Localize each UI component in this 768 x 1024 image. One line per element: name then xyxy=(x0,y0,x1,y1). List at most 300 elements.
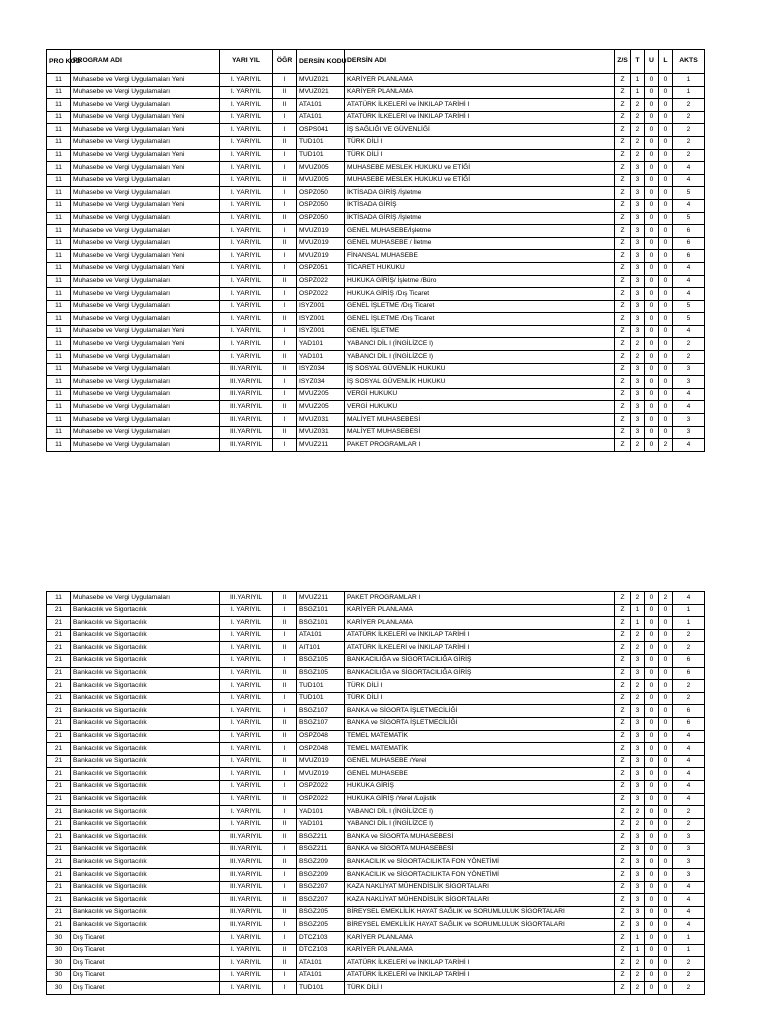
cell-yari-yil: III.YARIYIL xyxy=(220,363,273,376)
cell-akts: 2 xyxy=(673,629,705,642)
cell-akts: 2 xyxy=(673,969,705,982)
cell-ogr: I xyxy=(273,629,297,642)
cell-akts: 3 xyxy=(673,869,705,882)
cell-dersin-kodu: BSGZ205 xyxy=(297,919,345,932)
cell-pro-kod: 11 xyxy=(47,149,71,162)
cell-dersin-kodu: BSGZ105 xyxy=(297,667,345,680)
cell-yari-yil: I. YARIYIL xyxy=(220,692,273,705)
cell-pro-kod: 11 xyxy=(47,162,71,175)
cell-t: 1 xyxy=(631,617,645,630)
cell-ogr: II xyxy=(273,680,297,693)
cell-ogr: II xyxy=(273,99,297,112)
cell-akts: 2 xyxy=(673,818,705,831)
cell-pro-kod: 21 xyxy=(47,692,71,705)
cell-akts: 4 xyxy=(673,592,705,605)
cell-t: 3 xyxy=(631,288,645,301)
cell-u: 0 xyxy=(645,919,659,932)
cell-zs: Z xyxy=(615,667,631,680)
cell-t: 2 xyxy=(631,124,645,137)
cell-dersin-kodu: ATA101 xyxy=(297,957,345,970)
cell-yari-yil: I. YARIYIL xyxy=(220,111,273,124)
cell-dersin-kodu: MVUZ019 xyxy=(297,225,345,238)
cell-yari-yil: I. YARIYIL xyxy=(220,705,273,718)
cell-zs: Z xyxy=(615,680,631,693)
table-row xyxy=(47,654,705,667)
cell-dersin-adi: TÜRK DİLİ I xyxy=(345,149,615,162)
cell-t: 3 xyxy=(631,755,645,768)
cell-akts: 2 xyxy=(673,99,705,112)
cell-dersin-adi: BANKA ve SİGORTA MUHASEBESİ xyxy=(345,831,615,844)
cell-akts: 3 xyxy=(673,843,705,856)
cell-program-adi: Muhasebe ve Vergi Uygulamaları Yeni xyxy=(71,149,220,162)
cell-akts: 3 xyxy=(673,831,705,844)
cell-l: 0 xyxy=(659,136,673,149)
cell-yari-yil: I. YARIYIL xyxy=(220,654,273,667)
cell-ogr: I xyxy=(273,969,297,982)
cell-ogr: I xyxy=(273,439,297,452)
cell-t: 3 xyxy=(631,869,645,882)
cell-l: 0 xyxy=(659,881,673,894)
cell-l: 0 xyxy=(659,363,673,376)
cell-pro-kod: 11 xyxy=(47,351,71,364)
cell-t: 2 xyxy=(631,982,645,995)
cell-dersin-kodu: MVUZ211 xyxy=(297,439,345,452)
cell-program-adi: Bankacılık ve Sigortacılık xyxy=(71,843,220,856)
cell-yari-yil: I. YARIYIL xyxy=(220,944,273,957)
cell-u: 0 xyxy=(645,692,659,705)
cell-dersin-kodu: BSGZ107 xyxy=(297,705,345,718)
cell-akts: 1 xyxy=(673,617,705,630)
cell-zs: Z xyxy=(615,149,631,162)
cell-yari-yil: III.YARIYIL xyxy=(220,426,273,439)
cell-dersin-kodu: OSPZ051 xyxy=(297,262,345,275)
cell-program-adi: Bankacılık ve Sigortacılık xyxy=(71,906,220,919)
cell-u: 0 xyxy=(645,881,659,894)
cell-yari-yil: I. YARIYIL xyxy=(220,237,273,250)
cell-zs: Z xyxy=(615,401,631,414)
cell-pro-kod: 21 xyxy=(47,680,71,693)
cell-zs: Z xyxy=(615,793,631,806)
cell-zs: Z xyxy=(615,780,631,793)
table-row xyxy=(47,856,705,869)
table-row xyxy=(47,730,705,743)
cell-dersin-kodu: TUD101 xyxy=(297,982,345,995)
cell-dersin-adi: MALİYET MUHASEBESİ xyxy=(345,414,615,427)
cell-program-adi: Bankacılık ve Sigortacılık xyxy=(71,604,220,617)
cell-akts: 2 xyxy=(673,351,705,364)
cell-l: 0 xyxy=(659,237,673,250)
cell-program-adi: Bankacılık ve Sigortacılık xyxy=(71,780,220,793)
header-akts: AKTS xyxy=(673,50,705,74)
cell-zs: Z xyxy=(615,818,631,831)
cell-akts: 4 xyxy=(673,906,705,919)
cell-zs: Z xyxy=(615,187,631,200)
cell-dersin-adi: MUHASEBE MESLEK HUKUKU ve ETİĞİ xyxy=(345,174,615,187)
cell-dersin-kodu: ISYZ034 xyxy=(297,363,345,376)
cell-dersin-adi: TÜRK DİLİ I xyxy=(345,982,615,995)
table-row xyxy=(47,288,705,301)
cell-l: 0 xyxy=(659,743,673,756)
cell-yari-yil: I. YARIYIL xyxy=(220,730,273,743)
cell-ogr: I xyxy=(273,692,297,705)
cell-program-adi: Muhasebe ve Vergi Uygulamaları xyxy=(71,300,220,313)
cell-dersin-kodu: TUD101 xyxy=(297,149,345,162)
cell-yari-yil: I. YARIYIL xyxy=(220,275,273,288)
table-row xyxy=(47,982,705,995)
table-row xyxy=(47,705,705,718)
cell-zs: Z xyxy=(615,262,631,275)
cell-akts: 6 xyxy=(673,225,705,238)
cell-dersin-kodu: OSPZ022 xyxy=(297,793,345,806)
cell-program-adi: Bankacılık ve Sigortacılık xyxy=(71,705,220,718)
cell-ogr: II xyxy=(273,426,297,439)
cell-u: 0 xyxy=(645,426,659,439)
cell-zs: Z xyxy=(615,604,631,617)
table-row xyxy=(47,768,705,781)
cell-akts: 5 xyxy=(673,300,705,313)
cell-t: 3 xyxy=(631,743,645,756)
cell-u: 0 xyxy=(645,793,659,806)
table-row xyxy=(47,401,705,414)
cell-t: 3 xyxy=(631,426,645,439)
cell-l: 0 xyxy=(659,313,673,326)
cell-t: 3 xyxy=(631,174,645,187)
cell-t: 3 xyxy=(631,856,645,869)
cell-u: 0 xyxy=(645,149,659,162)
cell-zs: Z xyxy=(615,388,631,401)
cell-yari-yil: I. YARIYIL xyxy=(220,338,273,351)
cell-dersin-kodu: YAD101 xyxy=(297,806,345,819)
cell-dersin-adi: ATATÜRK İLKELERİ ve İNKILAP TARİHİ I xyxy=(345,957,615,970)
cell-yari-yil: I. YARIYIL xyxy=(220,617,273,630)
table-row xyxy=(47,162,705,175)
cell-ogr: I xyxy=(273,325,297,338)
cell-program-adi: Muhasebe ve Vergi Uygulamaları xyxy=(71,99,220,112)
cell-t: 3 xyxy=(631,313,645,326)
cell-ogr: I xyxy=(273,932,297,945)
cell-dersin-kodu: DTCZ103 xyxy=(297,944,345,957)
cell-ogr: I xyxy=(273,74,297,87)
cell-zs: Z xyxy=(615,174,631,187)
cell-ogr: II xyxy=(273,818,297,831)
cell-l: 0 xyxy=(659,414,673,427)
cell-l: 0 xyxy=(659,325,673,338)
cell-akts: 4 xyxy=(673,262,705,275)
table-row xyxy=(47,300,705,313)
cell-yari-yil: III.YARIYIL xyxy=(220,906,273,919)
cell-dersin-adi: KARİYER PLANLAMA xyxy=(345,932,615,945)
table-row xyxy=(47,743,705,756)
cell-t: 3 xyxy=(631,250,645,263)
cell-program-adi: Muhasebe ve Vergi Uygulamaları Yeni xyxy=(71,338,220,351)
cell-u: 0 xyxy=(645,629,659,642)
cell-pro-kod: 21 xyxy=(47,894,71,907)
cell-zs: Z xyxy=(615,136,631,149)
cell-ogr: I xyxy=(273,919,297,932)
cell-pro-kod: 11 xyxy=(47,99,71,112)
cell-akts: 2 xyxy=(673,680,705,693)
cell-akts: 4 xyxy=(673,288,705,301)
cell-l: 0 xyxy=(659,338,673,351)
cell-program-adi: Muhasebe ve Vergi Uygulamaları Yeni xyxy=(71,111,220,124)
cell-dersin-kodu: ISYZ034 xyxy=(297,376,345,389)
cell-pro-kod: 30 xyxy=(47,957,71,970)
cell-pro-kod: 11 xyxy=(47,363,71,376)
cell-dersin-kodu: ATA101 xyxy=(297,99,345,112)
cell-pro-kod: 21 xyxy=(47,642,71,655)
table-row xyxy=(47,426,705,439)
cell-yari-yil: I. YARIYIL xyxy=(220,982,273,995)
cell-u: 0 xyxy=(645,969,659,982)
cell-u: 0 xyxy=(645,617,659,630)
cell-dersin-adi: VERGİ HUKUKU xyxy=(345,401,615,414)
cell-dersin-kodu: YAD101 xyxy=(297,338,345,351)
cell-program-adi: Muhasebe ve Vergi Uygulamaları xyxy=(71,592,220,605)
cell-akts: 3 xyxy=(673,426,705,439)
cell-yari-yil: I. YARIYIL xyxy=(220,932,273,945)
cell-program-adi: Bankacılık ve Sigortacılık xyxy=(71,680,220,693)
cell-zs: Z xyxy=(615,617,631,630)
table-row xyxy=(47,629,705,642)
cell-dersin-adi: TEMEL MATEMATİK xyxy=(345,730,615,743)
cell-dersin-kodu: TUD101 xyxy=(297,136,345,149)
cell-program-adi: Muhasebe ve Vergi Uygulamaları xyxy=(71,174,220,187)
cell-ogr: II xyxy=(273,237,297,250)
cell-akts: 4 xyxy=(673,780,705,793)
cell-u: 0 xyxy=(645,705,659,718)
cell-u: 0 xyxy=(645,363,659,376)
cell-ogr: I xyxy=(273,338,297,351)
cell-ogr: II xyxy=(273,212,297,225)
cell-zs: Z xyxy=(615,692,631,705)
cell-dersin-adi: GENEL MUHASEBE / İletme xyxy=(345,237,615,250)
header-pro-kod: PRO KOD xyxy=(47,50,71,74)
cell-program-adi: Muhasebe ve Vergi Uygulamaları xyxy=(71,426,220,439)
cell-zs: Z xyxy=(615,969,631,982)
cell-akts: 2 xyxy=(673,642,705,655)
cell-u: 0 xyxy=(645,642,659,655)
table-row xyxy=(47,376,705,389)
table-row xyxy=(47,439,705,452)
cell-program-adi: Dış Ticaret xyxy=(71,932,220,945)
cell-program-adi: Dış Ticaret xyxy=(71,957,220,970)
table-row xyxy=(47,919,705,932)
cell-t: 2 xyxy=(631,969,645,982)
cell-akts: 4 xyxy=(673,388,705,401)
cell-u: 0 xyxy=(645,313,659,326)
cell-zs: Z xyxy=(615,199,631,212)
cell-u: 0 xyxy=(645,439,659,452)
cell-program-adi: Muhasebe ve Vergi Uygulamaları xyxy=(71,363,220,376)
cell-zs: Z xyxy=(615,831,631,844)
cell-l: 0 xyxy=(659,680,673,693)
cell-u: 0 xyxy=(645,275,659,288)
cell-pro-kod: 21 xyxy=(47,780,71,793)
cell-zs: Z xyxy=(615,730,631,743)
cell-akts: 6 xyxy=(673,237,705,250)
table-row xyxy=(47,969,705,982)
cell-t: 3 xyxy=(631,730,645,743)
cell-program-adi: Muhasebe ve Vergi Uygulamaları xyxy=(71,439,220,452)
cell-u: 0 xyxy=(645,262,659,275)
cell-pro-kod: 21 xyxy=(47,604,71,617)
cell-u: 0 xyxy=(645,300,659,313)
cell-yari-yil: I. YARIYIL xyxy=(220,136,273,149)
cell-program-adi: Muhasebe ve Vergi Uygulamaları xyxy=(71,376,220,389)
cell-program-adi: Bankacılık ve Sigortacılık xyxy=(71,919,220,932)
cell-t: 3 xyxy=(631,906,645,919)
cell-program-adi: Dış Ticaret xyxy=(71,969,220,982)
cell-dersin-kodu: OSPZ022 xyxy=(297,780,345,793)
cell-u: 0 xyxy=(645,325,659,338)
cell-pro-kod: 11 xyxy=(47,376,71,389)
cell-t: 2 xyxy=(631,351,645,364)
cell-program-adi: Muhasebe ve Vergi Uygulamaları Yeni xyxy=(71,199,220,212)
table-row xyxy=(47,843,705,856)
cell-u: 0 xyxy=(645,187,659,200)
cell-zs: Z xyxy=(615,250,631,263)
cell-dersin-adi: İŞ SAĞLIĞI VE GÜVENLİĞİ xyxy=(345,124,615,137)
cell-zs: Z xyxy=(615,313,631,326)
cell-u: 0 xyxy=(645,730,659,743)
cell-l: 0 xyxy=(659,376,673,389)
cell-yari-yil: I. YARIYIL xyxy=(220,642,273,655)
cell-pro-kod: 11 xyxy=(47,187,71,200)
cell-t: 2 xyxy=(631,111,645,124)
cell-ogr: II xyxy=(273,592,297,605)
cell-pro-kod: 21 xyxy=(47,919,71,932)
cell-u: 0 xyxy=(645,74,659,87)
cell-yari-yil: I. YARIYIL xyxy=(220,667,273,680)
cell-dersin-adi: MUHASEBE MESLEK HUKUKU ve ETİĞİ xyxy=(345,162,615,175)
cell-l: 0 xyxy=(659,869,673,882)
cell-u: 0 xyxy=(645,388,659,401)
cell-t: 3 xyxy=(631,376,645,389)
header-yari-yil: YARI YIL xyxy=(220,50,273,74)
cell-program-adi: Bankacılık ve Sigortacılık xyxy=(71,806,220,819)
cell-zs: Z xyxy=(615,74,631,87)
cell-yari-yil: I. YARIYIL xyxy=(220,818,273,831)
cell-dersin-kodu: ATA101 xyxy=(297,111,345,124)
cell-pro-kod: 11 xyxy=(47,237,71,250)
cell-program-adi: Bankacılık ve Sigortacılık xyxy=(71,743,220,756)
cell-dersin-adi: VERGİ HUKUKU xyxy=(345,388,615,401)
cell-yari-yil: III.YARIYIL xyxy=(220,881,273,894)
cell-dersin-kodu: OSPZ022 xyxy=(297,275,345,288)
cell-dersin-adi: HUKUKA GİRİŞ/ İşletme /Büro xyxy=(345,275,615,288)
cell-t: 3 xyxy=(631,654,645,667)
cell-ogr: I xyxy=(273,225,297,238)
cell-l: 0 xyxy=(659,780,673,793)
cell-ogr: II xyxy=(273,642,297,655)
cell-yari-yil: III.YARIYIL xyxy=(220,843,273,856)
cell-yari-yil: I. YARIYIL xyxy=(220,351,273,364)
cell-l: 0 xyxy=(659,401,673,414)
table-row xyxy=(47,174,705,187)
cell-t: 1 xyxy=(631,604,645,617)
cell-u: 0 xyxy=(645,338,659,351)
cell-yari-yil: I. YARIYIL xyxy=(220,124,273,137)
cell-dersin-adi: İŞ SOSYAL GÜVENLİK HUKUKU xyxy=(345,363,615,376)
cell-pro-kod: 11 xyxy=(47,439,71,452)
cell-yari-yil: III.YARIYIL xyxy=(220,439,273,452)
cell-pro-kod: 21 xyxy=(47,768,71,781)
cell-akts: 4 xyxy=(673,793,705,806)
cell-dersin-kodu: OSPZ048 xyxy=(297,743,345,756)
header-t: T xyxy=(631,50,645,74)
cell-ogr: I xyxy=(273,149,297,162)
cell-pro-kod: 21 xyxy=(47,705,71,718)
table-row xyxy=(47,338,705,351)
cell-t: 3 xyxy=(631,919,645,932)
cell-program-adi: Bankacılık ve Sigortacılık xyxy=(71,869,220,882)
cell-zs: Z xyxy=(615,426,631,439)
cell-u: 0 xyxy=(645,212,659,225)
cell-t: 1 xyxy=(631,86,645,99)
cell-t: 2 xyxy=(631,439,645,452)
cell-zs: Z xyxy=(615,162,631,175)
cell-t: 3 xyxy=(631,831,645,844)
cell-pro-kod: 11 xyxy=(47,250,71,263)
cell-l: 0 xyxy=(659,717,673,730)
cell-program-adi: Bankacılık ve Sigortacılık xyxy=(71,831,220,844)
cell-zs: Z xyxy=(615,743,631,756)
cell-zs: Z xyxy=(615,843,631,856)
header-ogr: ÖĞR xyxy=(273,50,297,74)
cell-zs: Z xyxy=(615,894,631,907)
cell-t: 2 xyxy=(631,99,645,112)
cell-ogr: I xyxy=(273,300,297,313)
cell-u: 0 xyxy=(645,843,659,856)
cell-pro-kod: 30 xyxy=(47,932,71,945)
table-row xyxy=(47,667,705,680)
cell-t: 3 xyxy=(631,667,645,680)
table-row xyxy=(47,111,705,124)
cell-akts: 6 xyxy=(673,667,705,680)
cell-ogr: I xyxy=(273,187,297,200)
cell-pro-kod: 21 xyxy=(47,717,71,730)
cell-dersin-adi: TEMEL MATEMATİK xyxy=(345,743,615,756)
cell-zs: Z xyxy=(615,237,631,250)
cell-ogr: II xyxy=(273,617,297,630)
cell-t: 2 xyxy=(631,957,645,970)
cell-ogr: I xyxy=(273,768,297,781)
cell-dersin-adi: PAKET PROGRAMLAR I xyxy=(345,439,615,452)
table-row xyxy=(47,262,705,275)
cell-akts: 2 xyxy=(673,982,705,995)
cell-program-adi: Bankacılık ve Sigortacılık xyxy=(71,692,220,705)
cell-zs: Z xyxy=(615,705,631,718)
cell-zs: Z xyxy=(615,592,631,605)
cell-l: 0 xyxy=(659,187,673,200)
cell-dersin-kodu: OSPZ022 xyxy=(297,288,345,301)
cell-pro-kod: 11 xyxy=(47,401,71,414)
cell-dersin-adi: KARİYER PLANLAMA xyxy=(345,604,615,617)
cell-l: 0 xyxy=(659,642,673,655)
cell-dersin-kodu: TUD101 xyxy=(297,680,345,693)
cell-t: 2 xyxy=(631,642,645,655)
cell-ogr: II xyxy=(273,313,297,326)
table-row xyxy=(47,932,705,945)
cell-l: 0 xyxy=(659,174,673,187)
cell-zs: Z xyxy=(615,932,631,945)
cell-dersin-kodu: MVUZ031 xyxy=(297,414,345,427)
cell-yari-yil: I. YARIYIL xyxy=(220,969,273,982)
cell-yari-yil: I. YARIYIL xyxy=(220,755,273,768)
cell-program-adi: Dış Ticaret xyxy=(71,982,220,995)
cell-t: 2 xyxy=(631,692,645,705)
cell-program-adi: Bankacılık ve Sigortacılık xyxy=(71,894,220,907)
